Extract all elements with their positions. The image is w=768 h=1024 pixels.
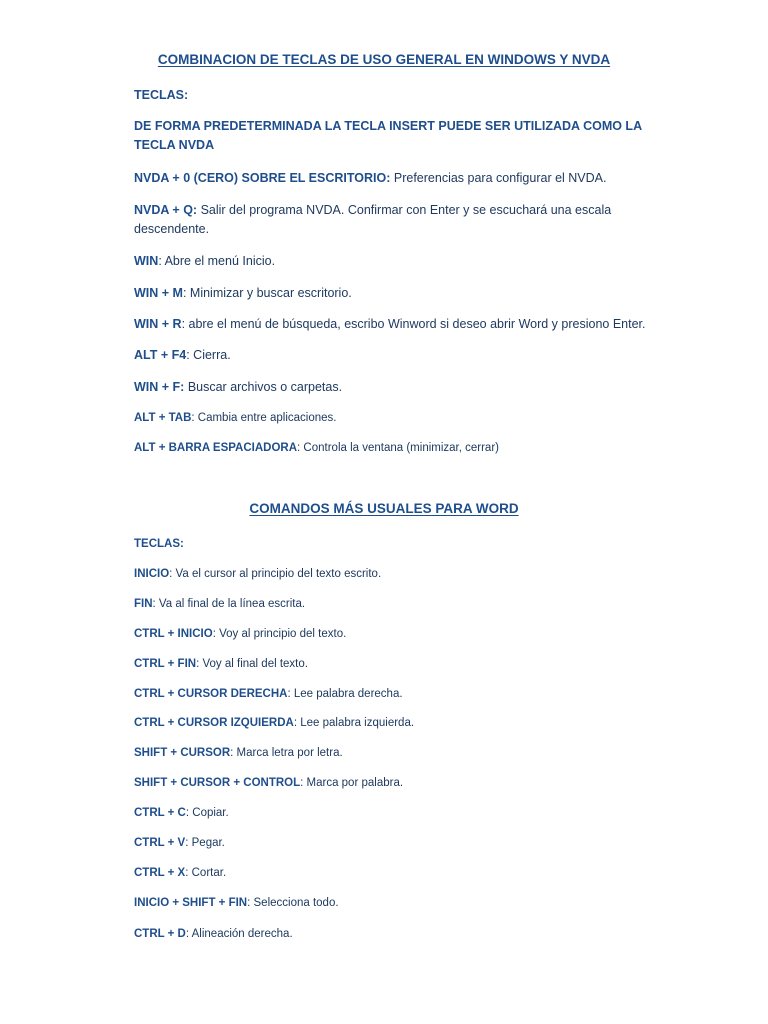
shortcut-key: NVDA + 0 (CERO) SOBRE EL ESCRITORIO: — [134, 171, 391, 185]
shortcut-line — [134, 565, 674, 584]
shortcut-key: CTRL + CURSOR DERECHA — [134, 688, 288, 700]
shortcut-line — [134, 169, 674, 188]
shortcut-key: FIN — [134, 598, 153, 610]
shortcut-key: CTRL + X — [134, 867, 186, 879]
shortcut-description: : Lee palabra izquierda. — [293, 717, 415, 729]
shortcut-line — [134, 201, 674, 239]
section2-teclas-label: TECLAS: — [134, 538, 184, 550]
shortcut-line — [134, 625, 674, 644]
shortcut-description: : Voy al final del texto. — [196, 658, 308, 670]
shortcut-key: CTRL + V — [134, 837, 186, 849]
shortcut-line — [134, 894, 674, 913]
shortcut-description: Salir del programa NVDA. Confirmar con Enter y se escuchará una escala descendente. — [134, 203, 612, 236]
shortcut-key: CTRL + D — [134, 928, 186, 940]
shortcut-line — [134, 864, 674, 883]
shortcut-description: : Alineación derecha. — [185, 928, 293, 940]
shortcut-description: : Cambia entre aplicaciones. — [191, 412, 337, 424]
shortcut-description: : Pegar. — [185, 837, 225, 849]
shortcut-description: Preferencias para configurar el NVDA. — [390, 171, 607, 185]
shortcut-description: : abre el menú de búsqueda, escribo Winword si deseo abrir Word y presiono Enter. — [181, 317, 646, 331]
shortcut-description: Buscar archivos o carpetas. — [184, 380, 343, 394]
shortcut-description: : Marca letra por letra. — [230, 747, 343, 759]
section2-title: COMANDOS MÁS USUALES PARA WORD — [249, 501, 519, 516]
shortcut-description: : Copiar. — [185, 807, 229, 819]
shortcut-description: : Va al final de la línea escrita. — [152, 598, 306, 610]
shortcut-line — [134, 714, 674, 733]
shortcut-key: ALT + BARRA ESPACIADORA — [134, 442, 298, 454]
shortcut-line — [134, 315, 694, 334]
shortcut-line — [134, 744, 674, 763]
shortcut-key: SHIFT + CURSOR + CONTROL — [134, 777, 301, 789]
shortcut-key: WIN — [134, 254, 159, 268]
shortcut-line — [134, 409, 674, 428]
shortcut-key: ALT + TAB — [134, 412, 192, 424]
section1-teclas-label: TECLAS: — [134, 88, 189, 102]
shortcut-key: WIN + M — [134, 286, 183, 300]
shortcut-line — [134, 655, 674, 674]
shortcut-description: : Marca por palabra. — [300, 777, 404, 789]
shortcut-key: CTRL + INICIO — [134, 628, 213, 640]
shortcut-key: NVDA + Q: — [134, 203, 198, 217]
shortcut-line — [134, 439, 674, 458]
shortcut-description: : Minimizar y buscar escritorio. — [182, 286, 352, 300]
shortcut-key: CTRL + C — [134, 807, 186, 819]
shortcut-line — [134, 595, 674, 614]
shortcut-key: INICIO — [134, 568, 170, 580]
shortcut-description: : Selecciona todo. — [247, 897, 339, 909]
shortcut-description: : Cortar. — [185, 867, 227, 879]
shortcut-key: WIN + F: — [134, 380, 185, 394]
shortcut-line — [134, 252, 674, 271]
shortcut-line — [134, 925, 674, 944]
shortcut-line — [134, 774, 674, 793]
shortcut-description: : Controla la ventana (minimizar, cerrar) — [297, 442, 499, 454]
shortcut-key: ALT + F4 — [134, 348, 187, 362]
insert-note: DE FORMA PREDETERMINADA LA TECLA INSERT PUEDE SER UTILIZADA COMO LA TECLA NVDA — [134, 119, 642, 152]
shortcut-description: : Lee palabra derecha. — [287, 688, 403, 700]
shortcut-line — [134, 834, 674, 853]
shortcut-description: : Va el cursor al principio del texto escrito. — [169, 568, 382, 580]
shortcut-line — [134, 804, 674, 823]
shortcut-line — [134, 378, 674, 397]
shortcut-description: : Cierra. — [186, 348, 231, 362]
shortcut-key: WIN + R — [134, 317, 182, 331]
shortcut-description: : Abre el menú Inicio. — [158, 254, 276, 268]
shortcut-line — [134, 346, 674, 365]
shortcut-description: : Voy al principio del texto. — [212, 628, 347, 640]
shortcut-line — [134, 685, 674, 704]
shortcut-key: CTRL + FIN — [134, 658, 197, 670]
shortcut-key: CTRL + CURSOR IZQUIERDA — [134, 717, 294, 729]
shortcut-line — [134, 284, 674, 303]
shortcut-key: SHIFT + CURSOR — [134, 747, 231, 759]
shortcut-key: INICIO + SHIFT + FIN — [134, 897, 248, 909]
section1-title: COMBINACION DE TECLAS DE USO GENERAL EN WINDOWS Y NVDA — [157, 52, 611, 67]
